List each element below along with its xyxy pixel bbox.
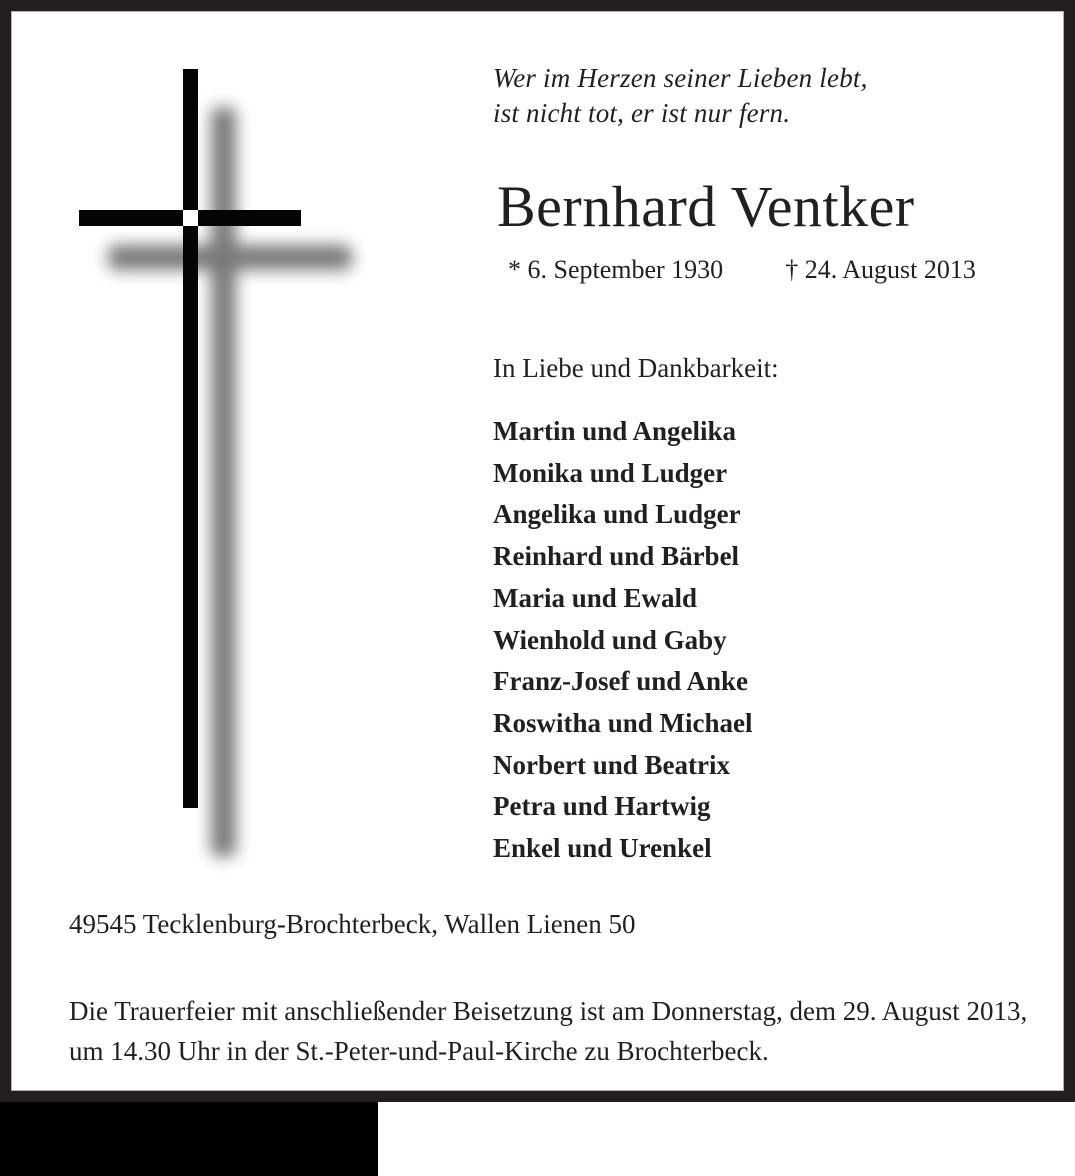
mourner-item: Monika und Ludger bbox=[493, 457, 728, 488]
bottom-black-bar bbox=[0, 1102, 378, 1176]
latin-cross-icon bbox=[11, 11, 411, 911]
mourner-item: Norbert und Beatrix bbox=[493, 749, 730, 780]
mourner-item: Roswitha und Michael bbox=[493, 707, 753, 738]
memorial-quote-line1: Wer im Herzen seiner Lieben lebt, bbox=[493, 63, 868, 93]
cross-intersection-knockout bbox=[183, 210, 198, 226]
birth-date: * 6. September 1930 bbox=[508, 255, 724, 284]
mourner-item: Enkel und Urenkel bbox=[493, 833, 712, 864]
mourner-item: Reinhard und Bärbel bbox=[493, 541, 740, 572]
memorial-quote bbox=[493, 61, 868, 131]
life-dates bbox=[508, 255, 976, 285]
death-date: † 24. August 2013 bbox=[785, 255, 976, 284]
memorial-quote-line2: ist nicht tot, er ist nur fern. bbox=[493, 98, 791, 128]
mourner-item: Angelika und Ludger bbox=[493, 499, 741, 530]
mourners-list bbox=[493, 411, 753, 870]
family-address: 49545 Tecklenburg-Brochterbeck, Wallen Lienen 50 bbox=[69, 909, 636, 939]
salutation-text: In Liebe und Dankbarkeit: bbox=[493, 353, 779, 383]
mourner-item: Wienhold und Gaby bbox=[493, 624, 727, 655]
funeral-information: Die Trauerfeier mit anschließender Beisetzung ist am Donnerstag, dem 29. August 2013, um 14.30 Uhr in der St.-Peter-und-Paul-Kirche zu Brochterbeck. bbox=[69, 996, 1028, 1066]
cross-vertical-bar bbox=[183, 69, 198, 808]
mourner-item: Franz-Josef und Anke bbox=[493, 666, 749, 697]
mourner-item: Maria und Ewald bbox=[493, 582, 698, 613]
deceased-name: Bernhard Ventker bbox=[497, 174, 915, 239]
mourner-item: Petra und Hartwig bbox=[493, 791, 711, 822]
mourner-item: Martin und Angelika bbox=[493, 416, 737, 446]
cross-shadow-horizontal bbox=[108, 245, 352, 270]
